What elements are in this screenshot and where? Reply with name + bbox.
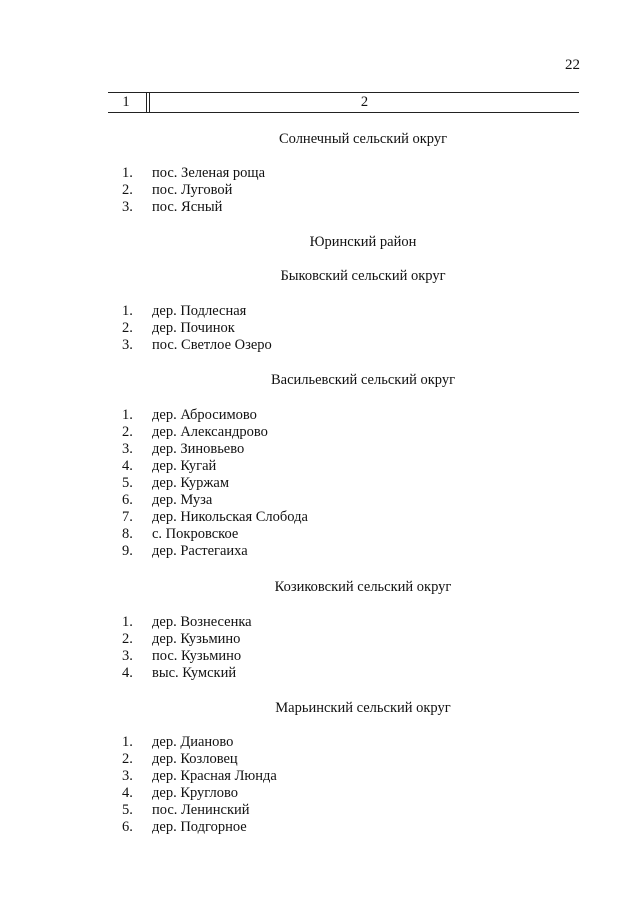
item-number: 2. [122,631,133,647]
list-item [122,614,252,631]
list-item [122,543,248,560]
item-number: 6. [122,819,133,835]
list-item [122,303,246,320]
list-item [122,802,250,819]
item-text: дер. Александрово [152,424,268,440]
item-text: дер. Зиновьево [152,441,245,457]
list-item [122,665,236,682]
item-number: 8. [122,526,133,542]
item-number: 2. [122,320,133,336]
item-number: 1. [122,303,133,319]
list-item [122,458,216,475]
item-text: дер. Дианово [152,734,234,750]
item-text: дер. Подгорное [152,819,247,835]
item-number: 1. [122,734,133,750]
item-number: 1. [122,165,133,181]
list-item [122,337,272,354]
item-text: пос. Зеленая роща [152,165,266,181]
list-item [122,199,222,216]
item-text: пос. Светлое Озеро [152,337,272,353]
list-item [122,648,241,665]
list-item [122,768,277,785]
item-text: дер. Абросимово [152,407,257,423]
item-text: пос. Ленинский [152,802,250,818]
item-text: дер. Красная Люнда [152,768,277,784]
list-item [122,492,212,509]
item-number: 7. [122,509,133,525]
item-number: 3. [122,441,133,457]
item-number: 1. [122,614,133,630]
item-text: дер. Растегаиха [152,543,248,559]
item-text: дер. Куржам [152,475,230,491]
item-text: пос. Ясный [152,199,223,215]
item-text: дер. Никольская Слобода [152,509,308,525]
item-text: дер. Муза [152,492,213,508]
item-number: 1. [122,407,133,423]
list-item [122,785,238,802]
item-number: 3. [122,337,133,353]
list-item [122,751,238,768]
item-number: 5. [122,475,133,491]
list-item [122,407,257,424]
item-text: дер. Кузьмино [152,631,241,647]
column-1-label: 1 [122,94,130,110]
table-column-header [108,92,579,113]
list-item [122,320,235,337]
page-number: 22 [565,57,580,73]
item-number: 4. [122,665,133,681]
item-number: 3. [122,768,133,784]
list-item [122,182,232,199]
item-number: 4. [122,785,133,801]
section-heading: Козиковский сельский округ [274,579,452,595]
item-number: 2. [122,424,133,440]
list-item [122,819,247,836]
list-item [122,475,229,492]
item-number: 4. [122,458,133,474]
list-item [122,165,265,182]
item-text: выс. Кумский [152,665,237,681]
item-number: 5. [122,802,133,818]
list-item [122,441,244,458]
item-text: дер. Подлесная [152,303,247,319]
item-number: 6. [122,492,133,508]
item-text: дер. Вознесенка [152,614,252,630]
item-number: 3. [122,199,133,215]
list-item [122,424,268,441]
list-item [122,631,240,648]
item-text: дер. Козловец [152,751,238,767]
section-heading: Быковский сельский округ [280,268,446,284]
item-number: 3. [122,648,133,664]
list-item [122,734,233,751]
item-text: дер. Починок [152,320,235,336]
district-heading: Юринский район [309,234,417,250]
section-heading: Марьинский сельский округ [275,700,451,716]
section-heading: Солнечный сельский округ [278,131,448,147]
list-item [122,509,308,526]
item-text: пос. Кузьмино [152,648,242,664]
item-text: дер. Кугай [152,458,217,474]
item-number: 9. [122,543,133,559]
list-item [122,526,238,543]
item-number: 2. [122,182,133,198]
item-number: 2. [122,751,133,767]
item-text: с. Покровское [152,526,239,542]
item-text: пос. Луговой [152,182,233,198]
item-text: дер. Круглово [152,785,238,801]
section-heading: Васильевский сельский округ [270,372,456,388]
column-2-label: 2 [360,94,369,110]
